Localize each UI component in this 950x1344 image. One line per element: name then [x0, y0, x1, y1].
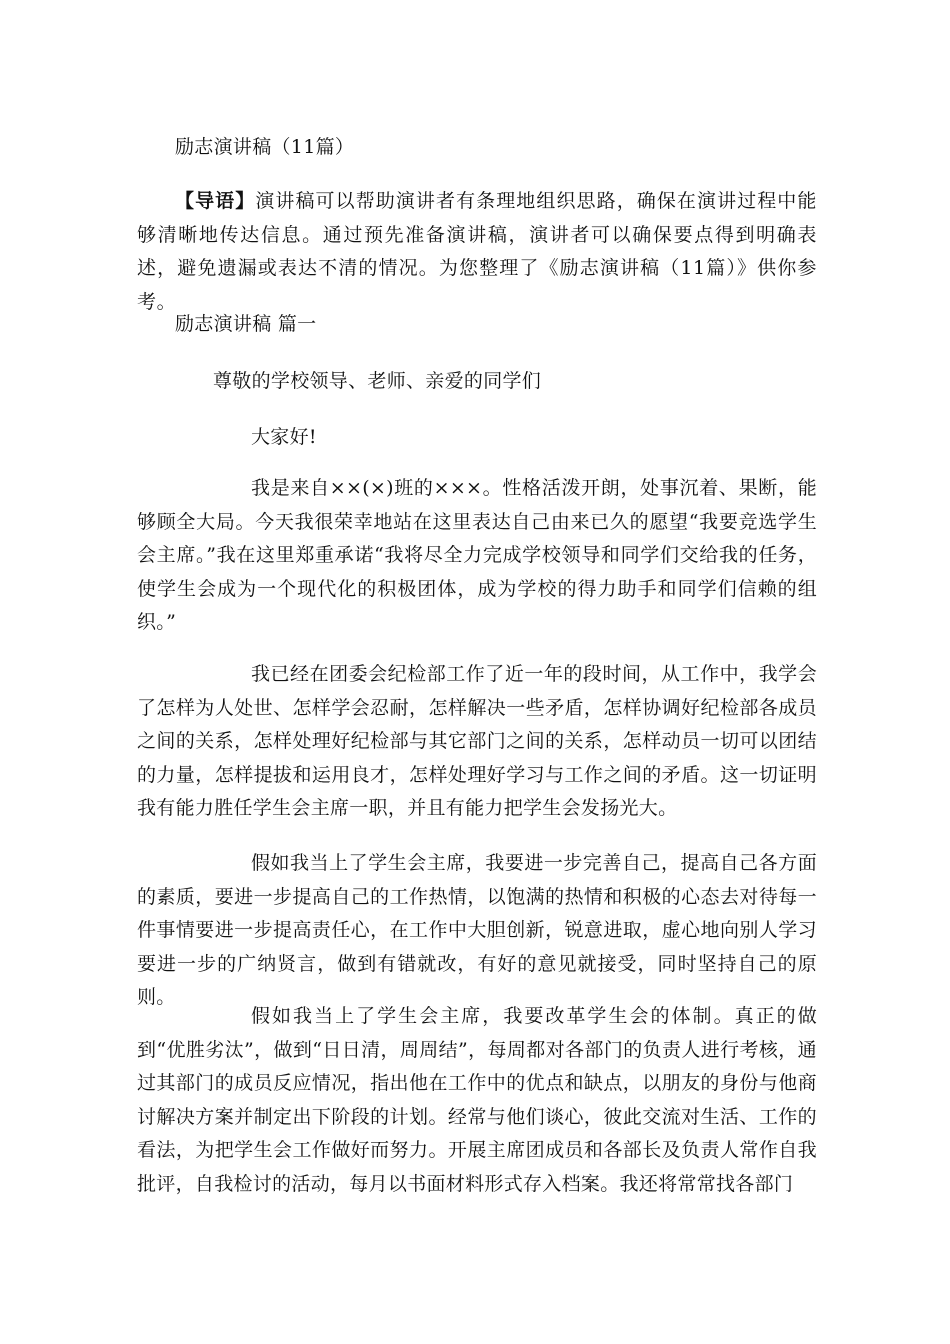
section-title: 励志演讲稿 篇一	[175, 313, 317, 335]
paragraph-text: 我已经在团委会纪检部工作了近一年的段时间，从工作中，我学会了怎样为人处世、怎样学会忍耐，怎样解决一些矛盾，怎样协调好纪检部各成员之间的关系，怎样处理好纪检部与其它部门之间的关系，怎样动员一切可以团结的力量，怎样提拔和运用良才，怎样处理好学习与工作之间的矛盾。这一切证明我有能力胜任学生会主席一职，并且有能力把学生会发扬光大。	[137, 663, 817, 819]
body-paragraph-3	[137, 847, 817, 1015]
paragraph-text: 假如我当上了学生会主席，我要进一步完善自己，提高自己各方面的素质，要进一步提高自己的工作热情，以饱满的热情和积极的心态去对待每一件事情要进一步提高责任心，在工作中大胆创新，锐意进取，虚心地向别人学习要进一步的广纳贤言，做到有错就改，有好的意见就接受，同时坚持自己的原则。	[137, 852, 817, 1008]
intro-paragraph	[137, 185, 817, 319]
intro-tag: 【导语】	[175, 190, 256, 212]
body-paragraph-1	[137, 472, 817, 640]
document-title: 励志演讲稿（11篇）	[175, 136, 355, 158]
intro-text: 演讲稿可以帮助演讲者有条理地组织思路，确保在演讲过程中能够清晰地传达信息。通过预先准备演讲稿，演讲者可以确保要点得到明确表述，避免遗漏或表达不清的情况。为您整理了《励志演讲稿（11篇）》供你参考。	[137, 190, 817, 313]
body-paragraph-2	[137, 658, 817, 826]
salutation: 尊敬的学校领导、老师、亲爱的同学们	[213, 370, 542, 392]
body-paragraph-4	[137, 1000, 817, 1201]
paragraph-text: 我是来自××(×)班的×××。性格活泼开朗，处事沉着、果断，能够顾全大局。今天我很荣幸地站在这里表达自己由来已久的愿望“我要竞选学生会主席。”我在这里郑重承诺“我将尽全力完成学校领导和同学们交给我的任务，使学生会成为一个现代化的积极团体，成为学校的得力助手和同学们信赖的组织。”	[137, 477, 817, 633]
paragraph-text: 假如我当上了学生会主席，我要改革学生会的体制。真正的做到“优胜劣汰”，做到“日日清，周周结”，每周都对各部门的负责人进行考核，通过其部门的成员反应情况，指出他在工作中的优点和缺点，以朋友的身份与他商讨解决方案并制定出下阶段的计划。经常与他们谈心，彼此交流对生活、工作的看法，为把学生会工作做好而努力。开展主席团成员和各部长及负责人常作自我批评，自我检讨的活动，每月以书面材料形式存入档案。我还将常常找各部门	[137, 1005, 817, 1195]
greeting: 大家好!	[251, 426, 317, 448]
